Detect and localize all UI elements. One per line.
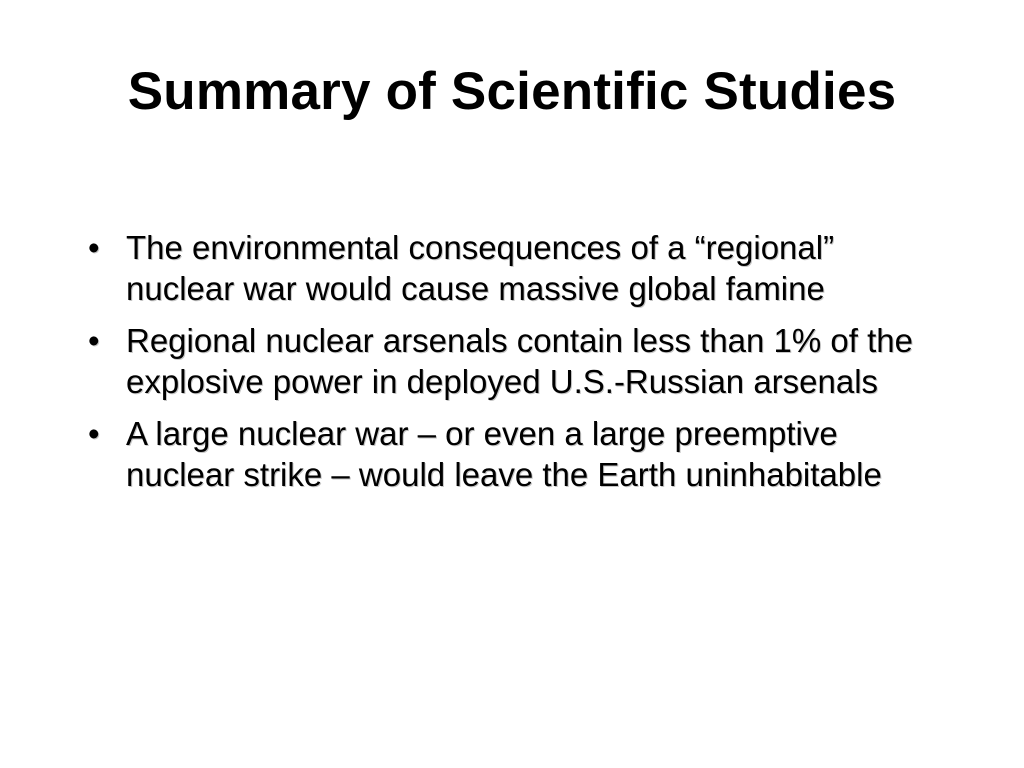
bullet-item — [86, 227, 946, 309]
bullet-text-1: The environmental consequences of a “regional” nuclear war would cause massive global famine — [126, 229, 835, 307]
bullet-item — [86, 320, 946, 402]
bullet-marker: • — [88, 415, 100, 452]
slide-title: Summary of Scientific Studies — [127, 62, 897, 121]
bullet-text-2: Regional nuclear arsenals contain less than 1% of the explosive power in deployed U.S.-Russian arsenals — [126, 322, 913, 400]
bullet-marker: • — [88, 229, 100, 266]
bullet-marker: • — [88, 322, 100, 359]
bullet-item — [86, 413, 946, 495]
bullet-text-3: A large nuclear war – or even a large preemptive nuclear strike – would leave the Earth uninhabitable — [126, 415, 882, 493]
bullet-list — [86, 227, 946, 506]
